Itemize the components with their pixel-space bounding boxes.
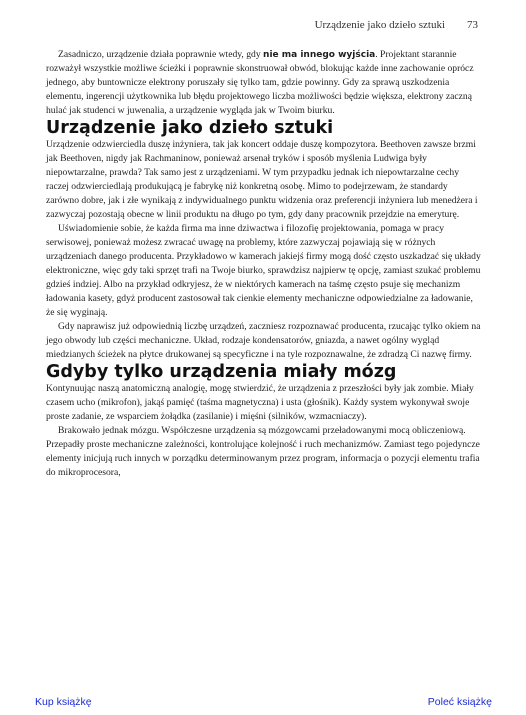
page-number: 73 [467, 19, 478, 31]
buy-book-link[interactable]: Kup książkę [35, 696, 92, 708]
section-heading-artwork: Urządzenie jako dzieło sztuki [46, 118, 334, 138]
running-title: Urządzenie jako dzieło sztuki [314, 19, 445, 31]
intro-bold-phrase: nie ma innego wyjścia [263, 50, 376, 60]
paragraph: Brakowało jednak mózgu. Współczesne urządzenia są mózgowcami przeładowanymi mocą obliczeniową. Przepadły proste mechaniczne zależności, kontrolujące kolejność i ruch mechanizmów. Zamiast tego pojedyncze elementy inicjują ruch innych w porządku determinowanym przez program, informacja o pozycji elementu trafia do mikroprocesora, [46, 425, 480, 478]
paragraph: Urządzenie odzwierciedla duszę inżyniera, tak jak koncert oddaje duszę kompozytora. Beethoven zawsze brzmi jak Beethoven, nigdy jak Rachmaninow, ponieważ arsenał tryków i sposób myślenia Ludwiga były niepowtarzalne, prawda? Tak samo jest z urządzeniami. W tym przypadku jednak ich niepowtarzalne cechy raczej odzwierciedlają produkującą je fabrykę niż konkretną osobę. Mimo to podejrzewam, że standardy zarówno dobre, jak i złe wynikają z indywidualnego punktu widzenia oraz preferencji inżyniera lub menedżera i zazwyczaj pozostają obecne w linii produktu na długo po tym, gdy dany pracownik przejdzie na emeryturę. [46, 139, 478, 220]
intro-text-start: Zasadniczo, urządzenie działa poprawnie wtedy, gdy [58, 49, 264, 60]
intro-text-end: . Projektant starannie rozważył wszystkie możliwe ścieżki i poprawnie skonstruował obwód, blokując każde inne zachowanie oprócz jednego, aby buntownicze elektrony poruszały się tylko tam, gdzie powinny. Gdy za sprawą uszkodzenia elementu, ingerencji użytkownika lub błędu projektowego liczba możliwości będzie większa, elektrony zaczną hulać jak studenci w juwenalia, a urządzenie wygląda jak w Twoim biurku. [46, 49, 474, 116]
paragraph: Gdy naprawisz już odpowiednią liczbę urządzeń, zaczniesz rozpoznawać producenta, rzucając tylko okiem na jego obwody lub części mechaniczne. Układ, rodzaje kondensatorów, gniazda, a nawet ogólny wygląd miedzianych ścieżek na płytce drukowanej są specyficzne i na tyle rozpoznawalne, że zdradzą Ci nazwę firmy. [46, 321, 481, 360]
section-heading-brain: Gdyby tylko urządzenia miały mózg [46, 362, 397, 382]
page-content [46, 48, 482, 480]
recommend-book-link[interactable]: Poleć książkę [427, 696, 492, 708]
running-header [0, 19, 478, 31]
paragraph: Kontynuując naszą anatomiczną analogię, mogę stwierdzić, że urządzenia z przeszłości były jak zombie. Miały czasem ucho (mikrofon), jakąś pamięć (taśma magnetyczna) i usta (głośnik). Każdy system wykonywał swoje proste zadanie, ze wsparciem żołądka (zasilanie) i mięśni (silników, wzmacniaczy). [46, 383, 474, 422]
intro-paragraph [46, 48, 482, 118]
paragraph: Uświadomienie sobie, że każda firma ma inne dziwactwa i filozofię projektowania, pomaga w pracy serwisowej, ponieważ możesz zwracać uwagę na problemy, które zazwyczaj pojawiają się w różnych urządzeniach danego producenta. Przykładowo w kamerach jakiejś firmy mogą dość często uszkadzać się układy elektroniczne, więc gdy taki sprzęt trafi na Twoje biurko, sprawdzisz najpierw tę opcję, zamiast szukać problemu gdzieś indziej. Albo na przykład odkryjesz, że w niektórych kamerach na taśmę często psuje się mechanizm ładowania kasety, gdyż producent zastosował tak cienkie elementy mechaniczne odpowiedzialne za ładowanie, że się wyginają. [46, 223, 481, 318]
